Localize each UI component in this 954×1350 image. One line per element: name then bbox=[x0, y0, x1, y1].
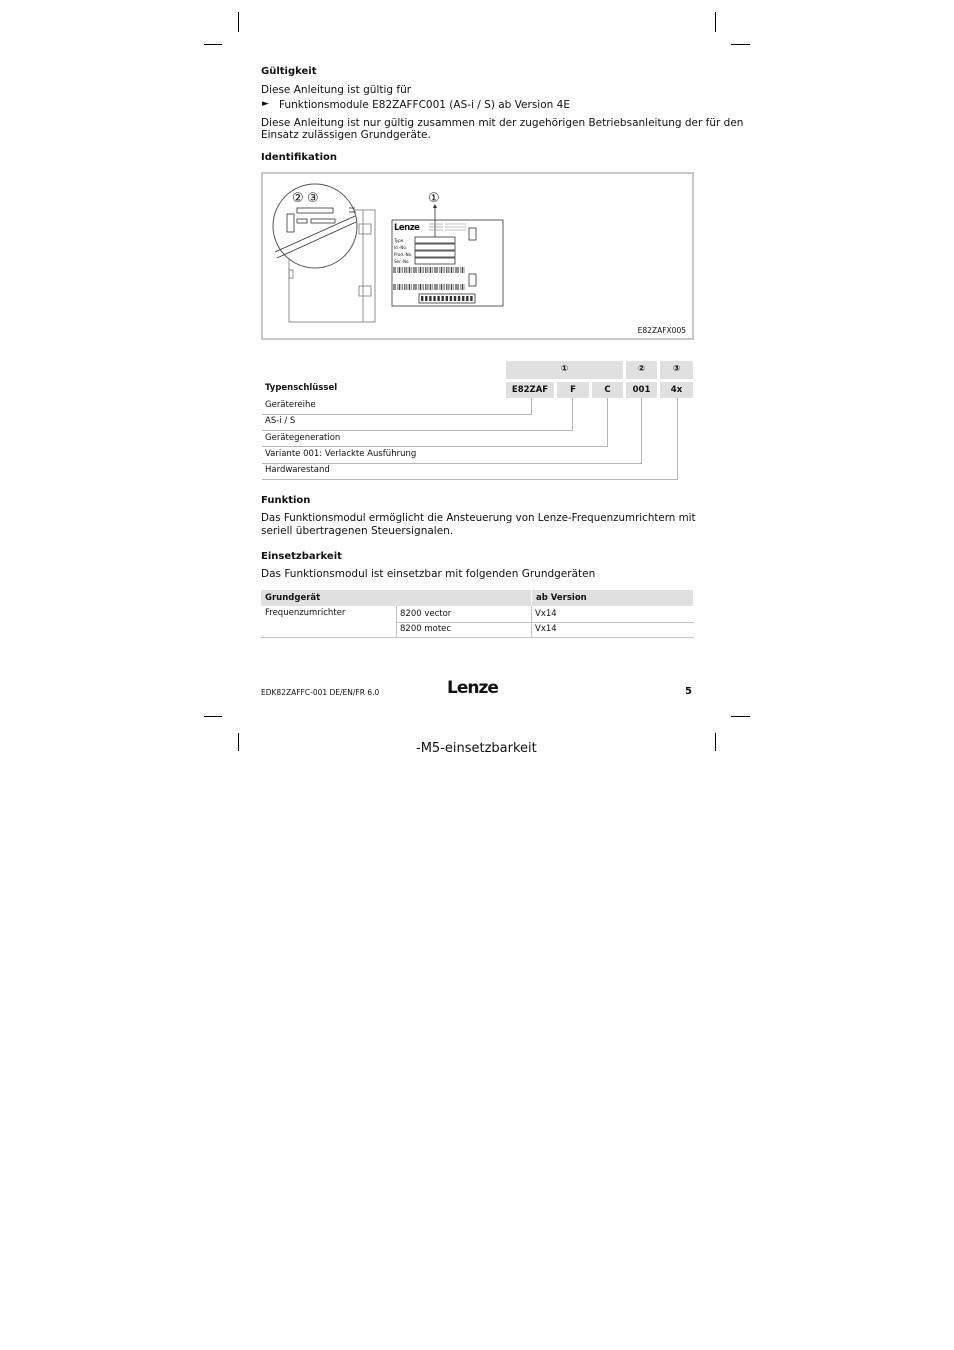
type-key-row-label: AS-i / S bbox=[265, 416, 296, 426]
type-key-connector bbox=[677, 398, 678, 480]
gueltigkeit-note-line2: Einsatz zulässigen Grundgeräte. bbox=[261, 129, 431, 141]
type-key-row bbox=[262, 414, 295, 429]
type-key-row bbox=[262, 447, 416, 462]
table-rule bbox=[261, 637, 694, 638]
dip-switch bbox=[425, 296, 427, 301]
table-rule bbox=[396, 622, 694, 623]
type-key-group-3: ③ bbox=[660, 361, 693, 379]
type-key-connector bbox=[262, 463, 642, 464]
type-key-connector bbox=[262, 414, 532, 415]
type-key-group-2: ② bbox=[626, 361, 657, 379]
type-key-code: E82ZAF bbox=[506, 382, 554, 398]
type-key-connector bbox=[641, 398, 642, 464]
type-key-code: C bbox=[592, 382, 623, 398]
type-key-connector bbox=[262, 430, 573, 431]
table-header-ab-version: ab Version bbox=[532, 590, 693, 606]
dip-switch bbox=[470, 296, 472, 301]
dip-switch bbox=[442, 296, 444, 301]
bullet-arrow-icon: ► bbox=[262, 99, 269, 109]
dip-switch bbox=[454, 296, 456, 301]
plate-field-id: Id.-No. bbox=[394, 245, 408, 250]
table-cell-group: Frequenzumrichter bbox=[265, 608, 346, 618]
type-key-group-1: ① bbox=[506, 361, 623, 379]
section-heading-identifikation: Identifikation bbox=[261, 152, 337, 163]
dip-switch bbox=[446, 296, 448, 301]
dip-switch bbox=[429, 296, 431, 301]
type-key-label: Typenschlüssel bbox=[265, 383, 338, 393]
gueltigkeit-intro: Diese Anleitung ist gültig für bbox=[261, 84, 412, 96]
page-number: 5 bbox=[685, 686, 692, 697]
identification-figure bbox=[261, 172, 694, 340]
type-key-row bbox=[262, 398, 316, 413]
crop-mark bbox=[204, 44, 222, 45]
section-heading-gueltigkeit: Gültigkeit bbox=[261, 66, 317, 77]
table-rule bbox=[531, 606, 532, 638]
crop-mark bbox=[715, 733, 716, 751]
plate-field-prod: Prod.-No. bbox=[394, 252, 413, 257]
type-key-code: F bbox=[557, 382, 589, 398]
gueltigkeit-note-line1: Diese Anleitung ist nur gültig zusammen mit der zugehörigen Betriebsanleitung der für den bbox=[261, 117, 744, 129]
type-key-row-label: Gerätereihe bbox=[265, 400, 316, 410]
type-key-connector bbox=[572, 398, 573, 431]
table-cell-device: 8200 vector bbox=[400, 609, 452, 619]
gueltigkeit-bullet: Funktionsmodule E82ZAFFC001 (AS-i / S) ab Version 4E bbox=[279, 99, 570, 111]
table-rule bbox=[396, 606, 397, 638]
crop-mark bbox=[715, 12, 716, 32]
crop-mark bbox=[731, 44, 750, 45]
plate-field-ser: Ser.-No. bbox=[394, 259, 410, 264]
type-key-connector bbox=[262, 479, 678, 480]
page-caption: -M5-einsetzbarkeit bbox=[416, 741, 537, 756]
device-drawing bbox=[263, 174, 692, 338]
dip-switch bbox=[421, 296, 423, 301]
crop-mark bbox=[238, 733, 239, 751]
table-header-grundgeraet: Grundgerät bbox=[261, 590, 531, 606]
callout-3: ③ bbox=[307, 191, 319, 206]
callout-1: ① bbox=[428, 191, 440, 206]
type-key-connector bbox=[262, 446, 608, 447]
table-cell-version: Vx14 bbox=[535, 624, 557, 634]
plate-field-type: Type bbox=[394, 238, 404, 243]
section-heading-funktion: Funktion bbox=[261, 495, 311, 506]
table-cell-version: Vx14 bbox=[535, 609, 557, 619]
figure-id: E82ZAFX005 bbox=[637, 326, 686, 335]
callout-2: ② bbox=[292, 191, 303, 206]
dip-switch bbox=[458, 296, 460, 301]
section-heading-einsetzbarkeit: Einsetzbarkeit bbox=[261, 551, 342, 562]
type-key-code: 4x bbox=[660, 382, 693, 398]
type-key-connector bbox=[607, 398, 608, 447]
type-key-connector bbox=[531, 398, 532, 415]
footer-doc-id: EDK82ZAFFC-001 DE/EN/FR 6.0 bbox=[261, 688, 380, 697]
crop-mark bbox=[731, 716, 750, 717]
table-cell-device: 8200 motec bbox=[400, 624, 452, 634]
dip-switch bbox=[433, 296, 435, 301]
type-key-row-label: Gerätegeneration bbox=[265, 433, 341, 443]
einsetzbarkeit-intro: Das Funktionsmodul ist einsetzbar mit folgenden Grundgeräten bbox=[261, 568, 596, 580]
footer-lenze-logo: Lenze bbox=[447, 678, 498, 698]
plate-lenze-logo: Lenze bbox=[394, 223, 420, 233]
dip-switch bbox=[437, 296, 439, 301]
funktion-line1: Das Funktionsmodul ermöglicht die Ansteuerung von Lenze-Frequenzumrichtern mit bbox=[261, 512, 696, 524]
type-key-code: 001 bbox=[626, 382, 657, 398]
dip-switch bbox=[462, 296, 464, 301]
type-key-row-label: Hardwarestand bbox=[265, 465, 330, 475]
dip-switch bbox=[466, 296, 468, 301]
crop-mark bbox=[238, 12, 239, 32]
funktion-line2: seriell übertragenen Steuersignalen. bbox=[261, 525, 454, 537]
type-key-row-label: Variante 001: Verlackte Ausführung bbox=[265, 449, 417, 459]
type-key-row bbox=[262, 431, 340, 446]
type-key-row bbox=[262, 463, 330, 478]
dip-switch bbox=[450, 296, 452, 301]
crop-mark bbox=[204, 716, 222, 717]
